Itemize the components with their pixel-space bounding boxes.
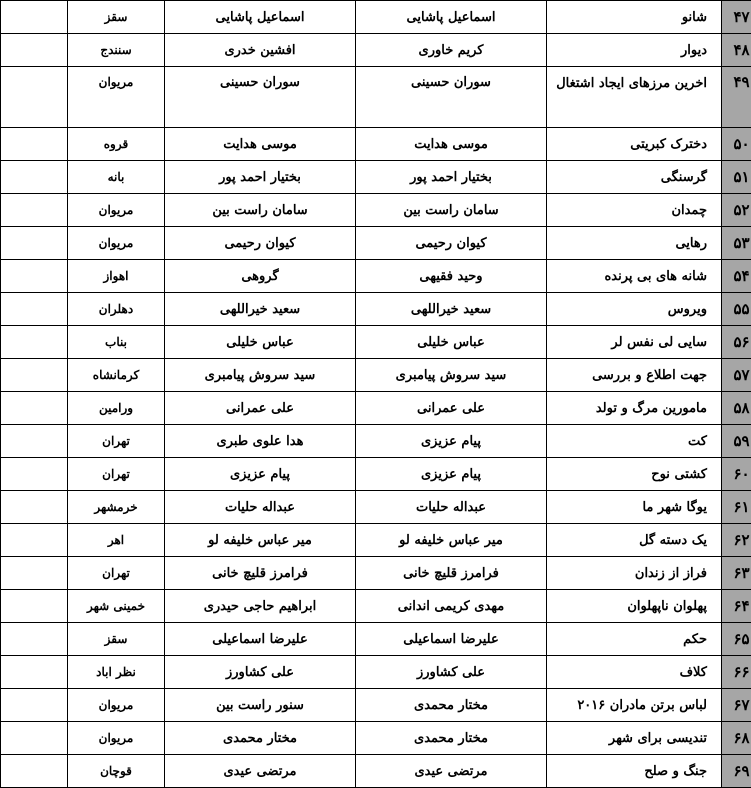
- city-cell: مریوان: [68, 194, 165, 227]
- producer-cell: موسی هدایت: [356, 128, 547, 161]
- empty-cell: [1, 557, 68, 590]
- table-row: [1, 293, 751, 326]
- producer-cell: عباس خلیلی: [356, 326, 547, 359]
- table-row: [1, 458, 751, 491]
- table-row: [1, 755, 751, 788]
- table-row: [1, 359, 751, 392]
- empty-cell: [1, 194, 68, 227]
- empty-cell: [1, 128, 68, 161]
- empty-cell: [1, 67, 68, 128]
- producer-cell: سید سروش پیامبری: [356, 359, 547, 392]
- empty-cell: [1, 524, 68, 557]
- director-cell: علیرضا اسماعیلی: [165, 623, 356, 656]
- city-cell: بناب: [68, 326, 165, 359]
- city-cell: مریوان: [68, 722, 165, 755]
- row-number-cell: ۵۵: [722, 293, 751, 326]
- city-cell: تهران: [68, 458, 165, 491]
- table-row: [1, 623, 751, 656]
- empty-cell: [1, 34, 68, 67]
- city-cell: سنندج: [68, 34, 165, 67]
- director-cell: بختیار احمد پور: [165, 161, 356, 194]
- city-cell: مریوان: [68, 227, 165, 260]
- film-title-cell: اخرین مرزهای ایجاد اشتغال: [547, 67, 722, 128]
- director-cell: سید سروش پیامبری: [165, 359, 356, 392]
- director-cell: گروهی: [165, 260, 356, 293]
- table-row: [1, 194, 751, 227]
- producer-cell: وحید فقیهی: [356, 260, 547, 293]
- table-row: [1, 1, 751, 34]
- director-cell: سعید خیراللهی: [165, 293, 356, 326]
- empty-cell: [1, 623, 68, 656]
- row-number-cell: ۴۷: [722, 1, 751, 34]
- film-title-cell: ویروس: [547, 293, 722, 326]
- row-number-cell: ۵۱: [722, 161, 751, 194]
- row-number-cell: ۴۸: [722, 34, 751, 67]
- city-cell: دهلران: [68, 293, 165, 326]
- film-title-cell: کت: [547, 425, 722, 458]
- producer-cell: علی عمرانی: [356, 392, 547, 425]
- city-cell: خرمشهر: [68, 491, 165, 524]
- city-cell: سقز: [68, 1, 165, 34]
- row-number-cell: ۵۷: [722, 359, 751, 392]
- film-title-cell: فراز از زندان: [547, 557, 722, 590]
- empty-cell: [1, 359, 68, 392]
- director-cell: سوران حسینی: [165, 67, 356, 128]
- empty-cell: [1, 326, 68, 359]
- row-number-cell: ۶۲: [722, 524, 751, 557]
- producer-cell: فرامرز قلیچ خانی: [356, 557, 547, 590]
- empty-cell: [1, 227, 68, 260]
- film-title-cell: گرسنگی: [547, 161, 722, 194]
- film-title-cell: لباس برتن مادران ۲۰۱۶: [547, 689, 722, 722]
- table-row: [1, 128, 751, 161]
- row-number-cell: ۶۵: [722, 623, 751, 656]
- director-cell: پیام عزیزی: [165, 458, 356, 491]
- city-cell: تهران: [68, 425, 165, 458]
- film-title-cell: حکم: [547, 623, 722, 656]
- table-row: [1, 161, 751, 194]
- empty-cell: [1, 1, 68, 34]
- city-cell: اهر: [68, 524, 165, 557]
- row-number-cell: ۶۱: [722, 491, 751, 524]
- city-cell: نظر اباد: [68, 656, 165, 689]
- empty-cell: [1, 722, 68, 755]
- row-number-cell: ۶۹: [722, 755, 751, 788]
- film-title-cell: دخترک کبریتی: [547, 128, 722, 161]
- producer-cell: پیام عزیزی: [356, 425, 547, 458]
- films-table-body: [1, 1, 751, 788]
- producer-cell: سعید خیراللهی: [356, 293, 547, 326]
- row-number-cell: ۵۹: [722, 425, 751, 458]
- row-number-cell: ۴۹: [722, 67, 751, 128]
- row-number-cell: ۵۲: [722, 194, 751, 227]
- director-cell: کیوان رحیمی: [165, 227, 356, 260]
- film-title-cell: جنگ و صلح: [547, 755, 722, 788]
- city-cell: خمینی شهر: [68, 590, 165, 623]
- table-row: [1, 557, 751, 590]
- producer-cell: پیام عزیزی: [356, 458, 547, 491]
- empty-cell: [1, 293, 68, 326]
- table-row: [1, 722, 751, 755]
- film-title-cell: شانه های بی پرنده: [547, 260, 722, 293]
- film-title-cell: یوگا شهر ما: [547, 491, 722, 524]
- empty-cell: [1, 260, 68, 293]
- empty-cell: [1, 392, 68, 425]
- row-number-cell: ۶۳: [722, 557, 751, 590]
- film-title-cell: کشتی نوح: [547, 458, 722, 491]
- film-title-cell: پهلوان ناپهلوان: [547, 590, 722, 623]
- director-cell: مرتضی عیدی: [165, 755, 356, 788]
- empty-cell: [1, 590, 68, 623]
- director-cell: عبداله حلیات: [165, 491, 356, 524]
- city-cell: مریوان: [68, 689, 165, 722]
- film-title-cell: چمدان: [547, 194, 722, 227]
- director-cell: عباس خلیلی: [165, 326, 356, 359]
- film-title-cell: سایی لی نفس لر: [547, 326, 722, 359]
- film-title-cell: مامورین مرگ و تولد: [547, 392, 722, 425]
- table-row: [1, 260, 751, 293]
- producer-cell: مختار محمدی: [356, 689, 547, 722]
- city-cell: بانه: [68, 161, 165, 194]
- producer-cell: کریم خاوری: [356, 34, 547, 67]
- table-row: [1, 326, 751, 359]
- director-cell: افشین خدری: [165, 34, 356, 67]
- city-cell: قروه: [68, 128, 165, 161]
- producer-cell: علی کشاورز: [356, 656, 547, 689]
- empty-cell: [1, 425, 68, 458]
- director-cell: فرامرز قلیچ خانی: [165, 557, 356, 590]
- film-title-cell: تندیسی برای شهر: [547, 722, 722, 755]
- producer-cell: میر عباس خلیفه لو: [356, 524, 547, 557]
- film-title-cell: شانو: [547, 1, 722, 34]
- table-row: [1, 425, 751, 458]
- film-title-cell: دیوار: [547, 34, 722, 67]
- table-row: [1, 34, 751, 67]
- table-row: [1, 227, 751, 260]
- city-cell: ورامین: [68, 392, 165, 425]
- producer-cell: علیرضا اسماعیلی: [356, 623, 547, 656]
- row-number-cell: ۵۴: [722, 260, 751, 293]
- film-title-cell: یک دسته گل: [547, 524, 722, 557]
- producer-cell: مرتضی عیدی: [356, 755, 547, 788]
- producer-cell: سوران حسینی: [356, 67, 547, 128]
- row-number-cell: ۶۸: [722, 722, 751, 755]
- film-title-cell: کلاف: [547, 656, 722, 689]
- producer-cell: سامان راست بین: [356, 194, 547, 227]
- director-cell: علی کشاورز: [165, 656, 356, 689]
- city-cell: قوچان: [68, 755, 165, 788]
- producer-cell: مختار محمدی: [356, 722, 547, 755]
- table-row: [1, 656, 751, 689]
- row-number-cell: ۶۶: [722, 656, 751, 689]
- empty-cell: [1, 161, 68, 194]
- row-number-cell: ۵۶: [722, 326, 751, 359]
- city-cell: کرمانشاه: [68, 359, 165, 392]
- row-number-cell: ۶۷: [722, 689, 751, 722]
- director-cell: علی عمرانی: [165, 392, 356, 425]
- director-cell: سامان راست بین: [165, 194, 356, 227]
- row-number-cell: ۵۸: [722, 392, 751, 425]
- producer-cell: مهدی کریمی اندانی: [356, 590, 547, 623]
- director-cell: میر عباس خلیفه لو: [165, 524, 356, 557]
- producer-cell: اسماعیل پاشایی: [356, 1, 547, 34]
- row-number-cell: ۵۰: [722, 128, 751, 161]
- producer-cell: کیوان رحیمی: [356, 227, 547, 260]
- director-cell: هدا علوی طبری: [165, 425, 356, 458]
- empty-cell: [1, 755, 68, 788]
- empty-cell: [1, 689, 68, 722]
- table-row: [1, 491, 751, 524]
- director-cell: موسی هدایت: [165, 128, 356, 161]
- table-row: [1, 392, 751, 425]
- table-row: [1, 590, 751, 623]
- director-cell: سنور راست بین: [165, 689, 356, 722]
- city-cell: مریوان: [68, 67, 165, 128]
- producer-cell: بختیار احمد پور: [356, 161, 547, 194]
- producer-cell: عبداله حلیات: [356, 491, 547, 524]
- director-cell: ابراهیم حاجی حیدری: [165, 590, 356, 623]
- city-cell: تهران: [68, 557, 165, 590]
- city-cell: اهواز: [68, 260, 165, 293]
- row-number-cell: ۵۳: [722, 227, 751, 260]
- city-cell: سقز: [68, 623, 165, 656]
- director-cell: اسماعیل پاشایی: [165, 1, 356, 34]
- row-number-cell: ۶۴: [722, 590, 751, 623]
- table-row: [1, 67, 751, 128]
- empty-cell: [1, 656, 68, 689]
- table-row: [1, 689, 751, 722]
- row-number-cell: ۶۰: [722, 458, 751, 491]
- film-title-cell: رهایی: [547, 227, 722, 260]
- table-row: [1, 524, 751, 557]
- empty-cell: [1, 491, 68, 524]
- director-cell: مختار محمدی: [165, 722, 356, 755]
- film-title-cell: جهت اطلاع و بررسی: [547, 359, 722, 392]
- empty-cell: [1, 458, 68, 491]
